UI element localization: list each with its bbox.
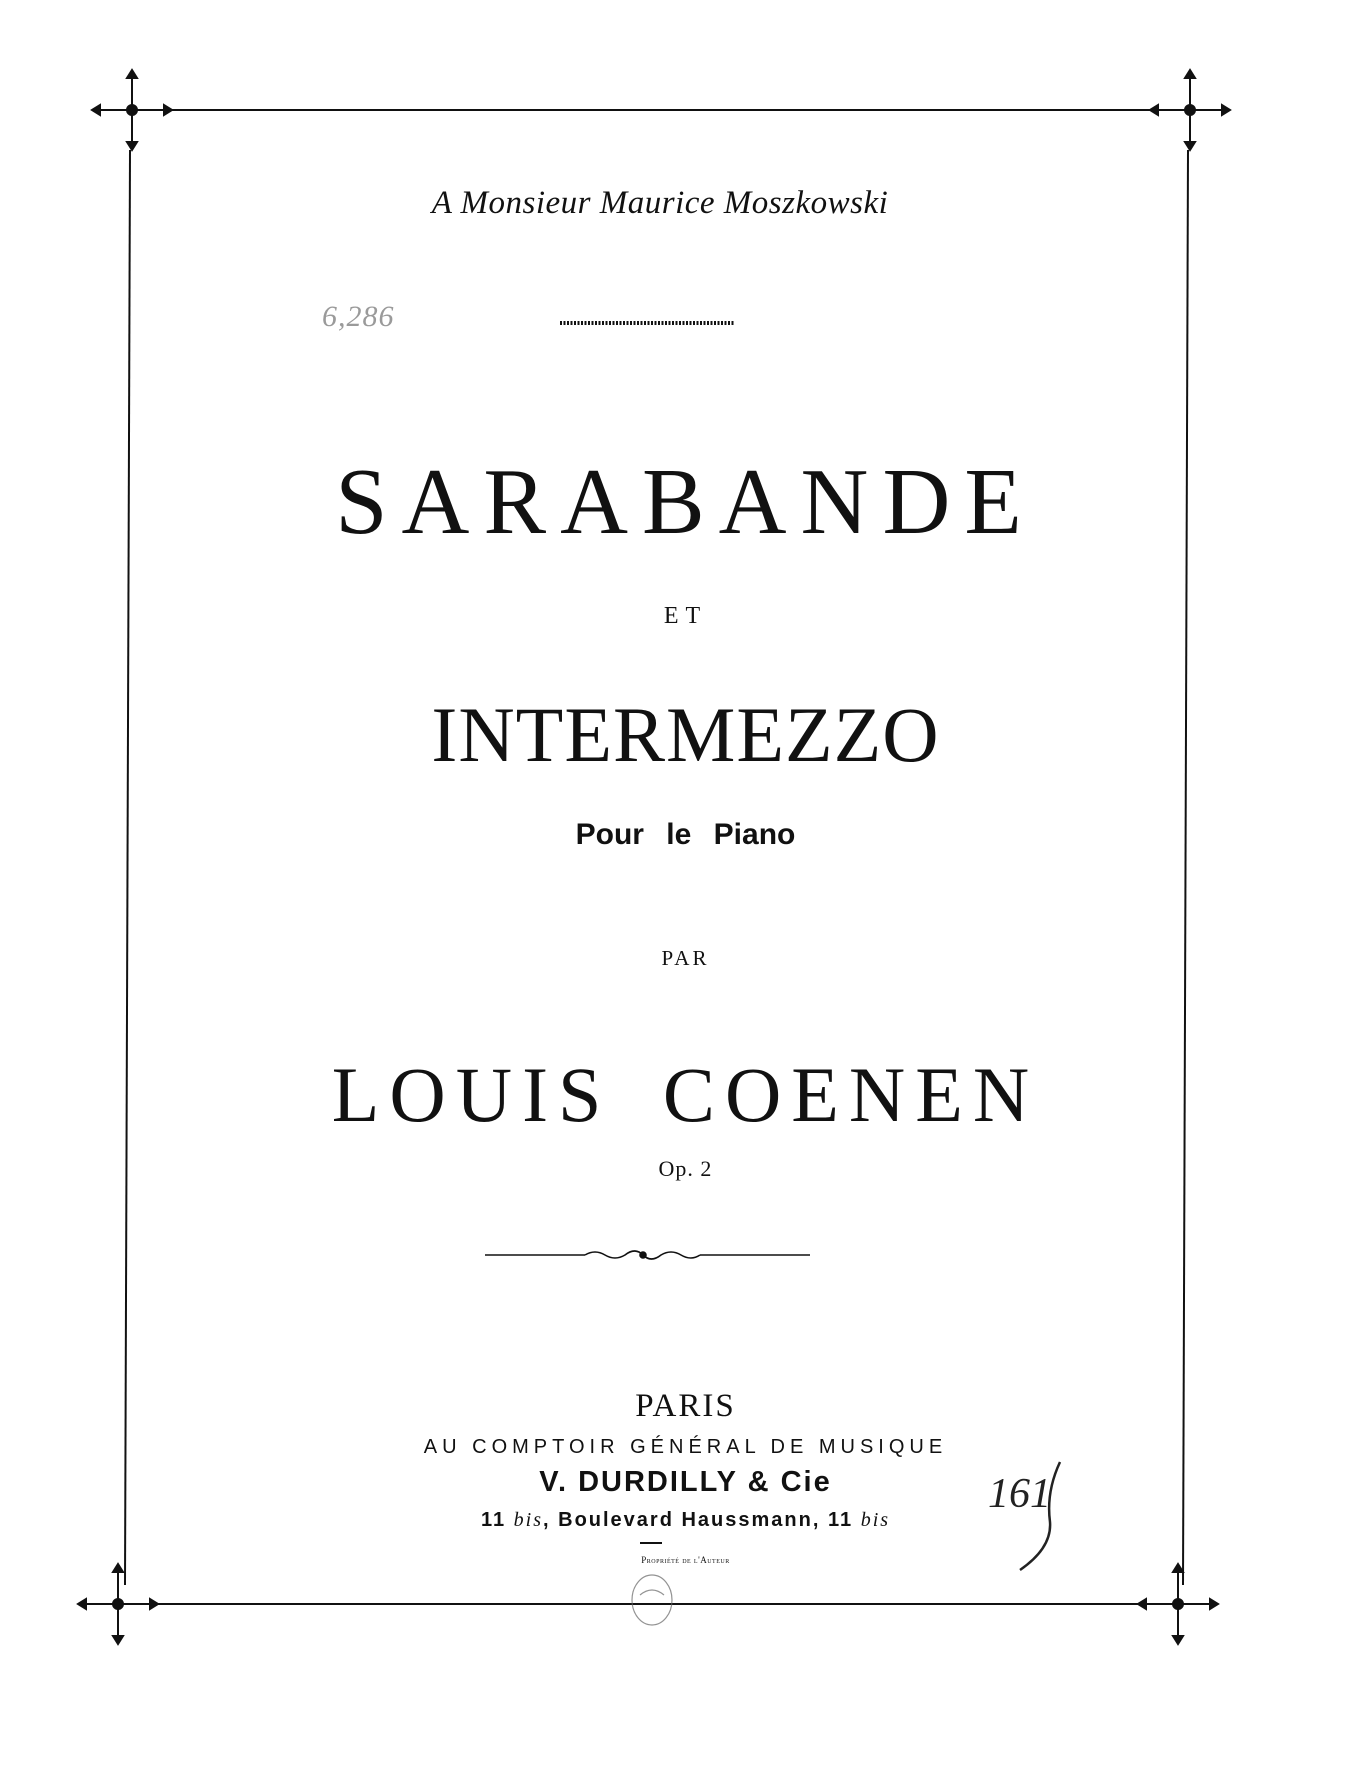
publisher-house: AU COMPTOIR GÉNÉRAL DE MUSIQUE — [423, 1436, 948, 1458]
publisher-address: 11 bis, Boulevard Haussmann, 11 bis — [480, 1509, 891, 1531]
address-bis: bis — [513, 1509, 543, 1531]
border-left-line — [125, 150, 130, 1585]
opus-number: Op. 2 — [658, 1156, 713, 1181]
by-label: PAR — [661, 946, 710, 970]
publisher-name: V. DURDILLY & Cie — [539, 1466, 832, 1498]
rights-notice: Propriété de l'Auteur — [641, 1555, 730, 1565]
corner-ornament-bottom-left — [78, 1564, 158, 1644]
address-number: 11 — [480, 1509, 507, 1531]
composer-name: LOUIS COENEN — [331, 1051, 1040, 1138]
title-conjunction: ET — [663, 603, 708, 629]
dedication: A Monsieur Maurice Moszkowski — [431, 185, 889, 221]
address-number-2: 11 — [827, 1509, 854, 1531]
corner-ornament-top-left — [92, 70, 172, 150]
page-title: SARABANDE — [335, 450, 1036, 554]
corner-ornament-top-right — [1150, 70, 1230, 150]
flourish-separator — [485, 1251, 810, 1259]
address-bis-2: bis — [860, 1509, 891, 1531]
corner-ornament-bottom-right — [1138, 1564, 1218, 1644]
catalog-number: 6,286 — [322, 300, 395, 333]
address-street: Boulevard Haussmann, — [558, 1509, 821, 1531]
page-subtitle: INTERMEZZO — [431, 691, 940, 778]
library-stamp — [632, 1575, 672, 1625]
handwritten-number: 161 — [988, 1471, 1051, 1517]
publisher-city: PARIS — [635, 1388, 736, 1424]
border-right-line — [1183, 150, 1188, 1585]
instrument-line: Pour le Piano — [575, 818, 796, 851]
